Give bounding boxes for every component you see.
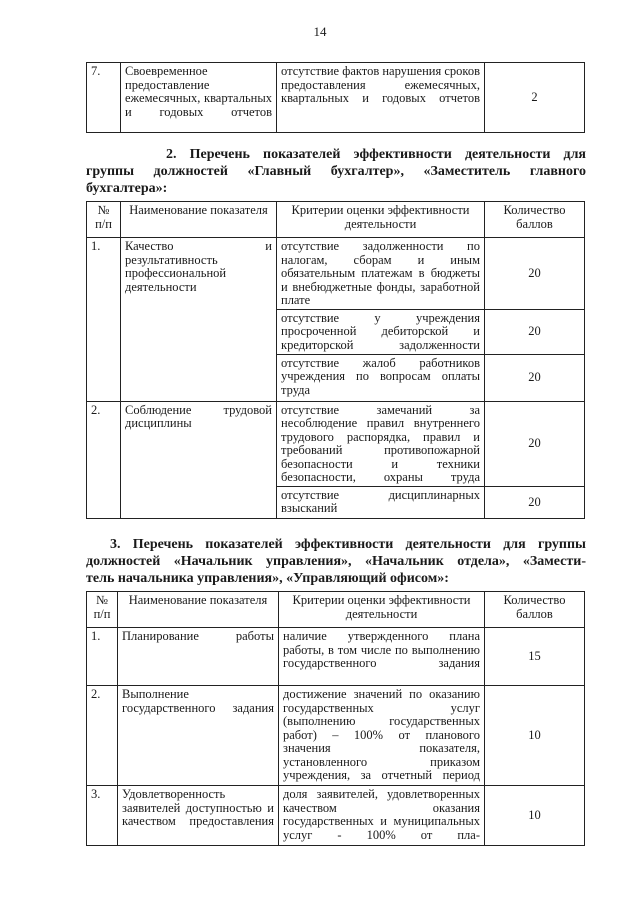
indicator-name: Соблюдение трудовой дисциплины bbox=[121, 401, 277, 518]
row-number: 2. bbox=[87, 686, 118, 786]
row-number: 3. bbox=[87, 786, 118, 846]
score-value: 20 bbox=[485, 486, 585, 518]
row-number: 7. bbox=[87, 63, 121, 133]
indicator-name: Удовлетворенность заявителей доступностью и качеством предоставления bbox=[118, 786, 279, 846]
table-header-row bbox=[87, 592, 585, 628]
score-value: 20 bbox=[485, 309, 585, 354]
table-row bbox=[87, 628, 585, 686]
row-number: 1. bbox=[87, 628, 118, 686]
header-score: Количество баллов bbox=[485, 202, 585, 238]
table-row bbox=[87, 238, 585, 310]
score-value: 10 bbox=[485, 786, 585, 846]
table-chief-accountant bbox=[86, 201, 585, 519]
indicator-name: Выполнение государственного задания bbox=[118, 686, 279, 786]
header-criteria: Критерии оценки эффективности деятельности bbox=[277, 202, 485, 238]
criteria-text: отсутствие жалоб работников учреждения по вопросам оплаты труда bbox=[277, 354, 485, 401]
score-value: 2 bbox=[485, 63, 585, 133]
criteria-text: достижение значений по оказанию государственных услуг (выполнению государственных работ) – 100% от планового значения показателя, установленного приказом учреждения, за отчетный период bbox=[279, 686, 485, 786]
heading-line: тель начальника управления», «Управляющий офисом»: bbox=[86, 571, 449, 586]
criteria-text: отсутствие фактов нарушения сроков предоставления ежемесячных, квартальных и годовых отчетов bbox=[277, 63, 485, 133]
header-score: Количество баллов bbox=[485, 592, 585, 628]
indicator-name: Планирование работы bbox=[118, 628, 279, 686]
indicator-name: Своевременное предоставление ежемесячных, квартальных и годовых отчетов bbox=[121, 63, 277, 133]
row-number: 1. bbox=[87, 238, 121, 402]
score-value: 20 bbox=[485, 238, 585, 310]
score-value: 20 bbox=[485, 401, 585, 486]
criteria-text: отсутствие замечаний за несоблюдение правил внутреннего трудового распорядка, правил и требований противопожарной безопасности и техники безопасности, охраны труда bbox=[277, 401, 485, 486]
criteria-text: наличие утвержденного плана работы, в том числе по выполнению государственного задания bbox=[279, 628, 485, 686]
heading-line: 3. Перечень показателей эффективности деятельности для группы bbox=[110, 537, 586, 552]
table-header-row bbox=[87, 202, 585, 238]
heading-line: должностей «Начальник управления», «Начальник отдела», «Замести- bbox=[86, 554, 586, 569]
table-row bbox=[87, 63, 585, 133]
criteria-text: доля заявителей, удовлетворенных качеством оказания государственных и муниципальных услуг - 100% от пла- bbox=[279, 786, 485, 846]
header-criteria: Критерии оценки эффективности деятельности bbox=[279, 592, 485, 628]
row-number: 2. bbox=[87, 401, 121, 518]
table-row bbox=[87, 786, 585, 846]
header-num: № п/п bbox=[87, 592, 118, 628]
header-name: Наименование показателя bbox=[121, 202, 277, 238]
indicator-name: Качество и результативность профессиональной деятельности bbox=[121, 238, 277, 402]
score-value: 20 bbox=[485, 354, 585, 401]
heading-line: 2. Перечень показателей эффективности деятельности для bbox=[166, 147, 586, 162]
score-value: 15 bbox=[485, 628, 585, 686]
section-3-heading bbox=[86, 536, 586, 587]
heading-line: бухгалтера»: bbox=[86, 181, 168, 196]
heading-line: группы должностей «Главный бухгалтер», «Заместитель главного bbox=[86, 164, 586, 179]
table-continuation bbox=[86, 62, 585, 133]
criteria-text: отсутствие у учреждения просроченной дебиторской и кредиторской задолженности bbox=[277, 309, 485, 354]
table-row bbox=[87, 686, 585, 786]
page-number: 14 bbox=[313, 24, 327, 39]
header-name: Наименование показателя bbox=[118, 592, 279, 628]
table-row bbox=[87, 401, 585, 486]
header-num: № п/п bbox=[87, 202, 121, 238]
score-value: 10 bbox=[485, 686, 585, 786]
criteria-text: отсутствие задолженности по налогам, сборам и иным обязательным платежам в бюджеты и внебюджетные фонды, заработной плате bbox=[277, 238, 485, 310]
section-2-heading bbox=[86, 146, 586, 197]
table-managers bbox=[86, 591, 585, 846]
criteria-text: отсутствие дисциплинарных взысканий bbox=[277, 486, 485, 518]
